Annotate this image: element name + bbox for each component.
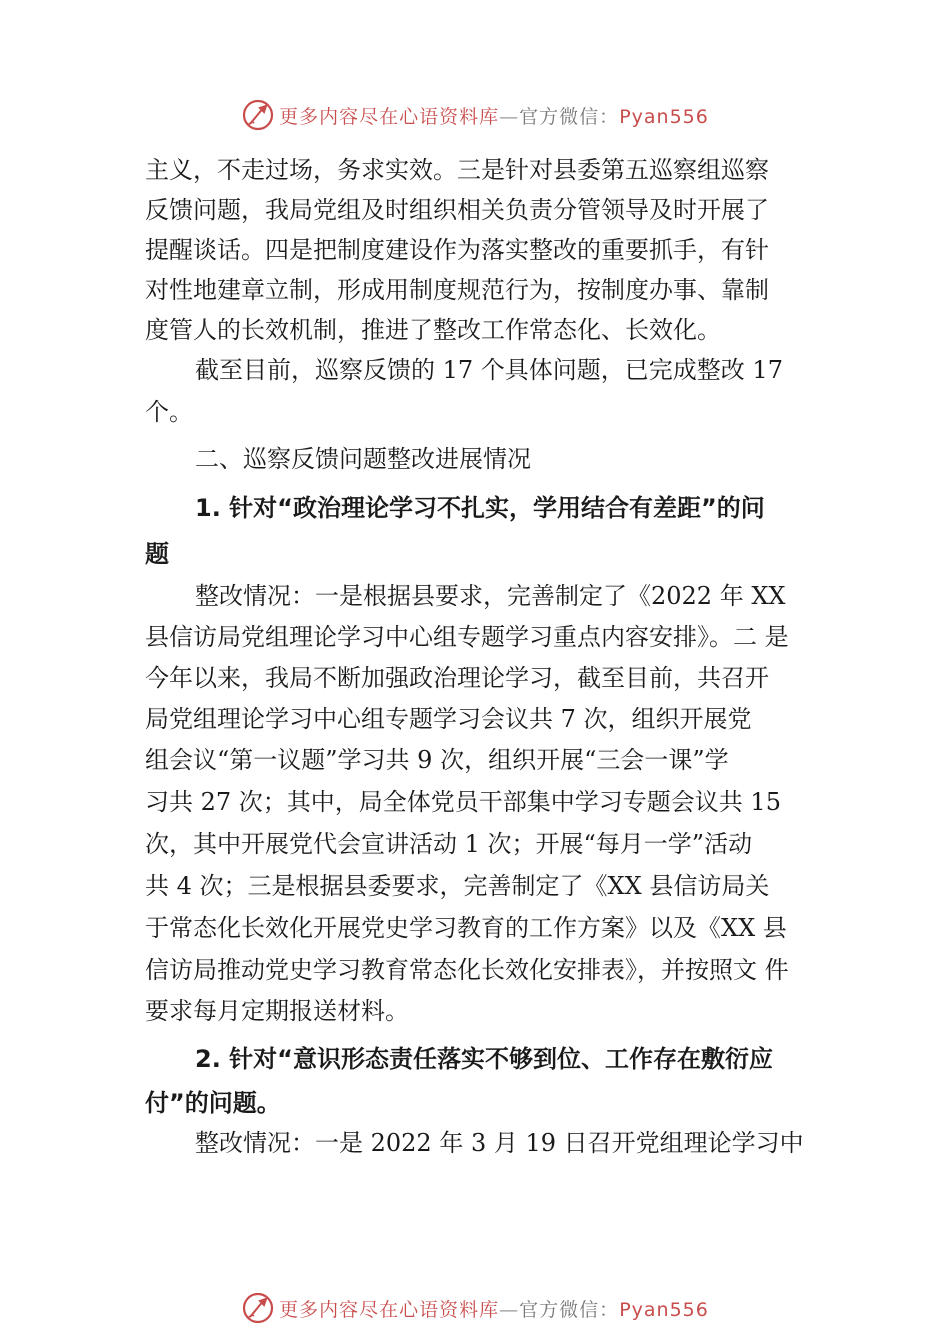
text-line: 次，其中开展党代会宣讲活动 1 次；开展“每月一学”活动	[145, 830, 753, 858]
text-line: 度管人的长效机制，推进了整改工作常态化、长效化。	[145, 316, 721, 344]
text-line: 截至目前，巡察反馈的 17 个具体问题，已完成整改 17	[195, 356, 783, 384]
watermark-site: 更多内容尽在心语资料库	[279, 105, 500, 128]
text-line: 反馈问题，我局党组及时组织相关负责分管领导及时开展了	[145, 196, 769, 224]
text-line: 局党组理论学习中心组专题学习会议共 7 次，组织开展党	[145, 705, 752, 733]
watermark-official: 官方微信：	[519, 1298, 620, 1321]
text-line: 县信访局党组理论学习中心组专题学习重点内容安排》。二 是	[145, 623, 789, 651]
watermark-wechat: Pyan556	[619, 1298, 709, 1321]
heading-2-cont: 付”的问题。	[145, 1089, 281, 1117]
text-line: 个。	[145, 398, 193, 426]
text-line: 提醒谈话。四是把制度建设作为落实整改的重要抓手，有针	[145, 236, 769, 264]
quill-logo-icon	[241, 1291, 275, 1325]
watermark-official: 官方微信：	[519, 105, 620, 128]
heading-1-cont: 题	[145, 540, 169, 568]
text-line: 对性地建章立制，形成用制度规范行为，按制度办事、靠制	[145, 276, 769, 304]
section-title: 二、巡察反馈问题整改进展情况	[195, 445, 531, 473]
watermark-wechat: Pyan556	[619, 105, 709, 128]
text-line: 要求每月定期报送材料。	[145, 997, 409, 1025]
text-line: 主义，不走过场，务求实效。三是针对县委第五巡察组巡察	[145, 156, 769, 184]
watermark-dash: —	[499, 1298, 520, 1321]
heading-1: 1. 针对“政治理论学习不扎实，学用结合有差距”的问	[195, 494, 765, 522]
header-watermark	[0, 95, 950, 135]
text-line: 今年以来，我局不断加强政治理论学习，截至目前，共召开	[145, 664, 769, 692]
quill-logo-icon	[241, 98, 275, 132]
footer-watermark	[0, 1288, 950, 1328]
watermark-site: 更多内容尽在心语资料库	[279, 1298, 500, 1321]
text-line: 整改情况：一是根据县要求，完善制定了《2022 年 XX	[195, 582, 786, 610]
text-line: 信访局推动党史学习教育常态化长效化安排表》，并按照文 件	[145, 956, 789, 984]
watermark-dash: —	[499, 105, 520, 128]
text-line: 习共 27 次；其中，局全体党员干部集中学习专题会议共 15	[145, 788, 781, 816]
heading-2: 2. 针对“意识形态责任落实不够到位、工作存在敷衍应	[195, 1045, 773, 1073]
text-line: 于常态化长效化开展党史学习教育的工作方案》以及《XX 县	[145, 914, 787, 942]
text-line: 组会议“第一议题”学习共 9 次，组织开展“三会一课”学	[145, 746, 729, 774]
document-body	[145, 150, 830, 1165]
text-line: 共 4 次；三是根据县委要求，完善制定了《XX 县信访局关	[145, 872, 770, 900]
text-line: 整改情况：一是 2022 年 3 月 19 日召开党组理论学习中	[195, 1129, 804, 1157]
